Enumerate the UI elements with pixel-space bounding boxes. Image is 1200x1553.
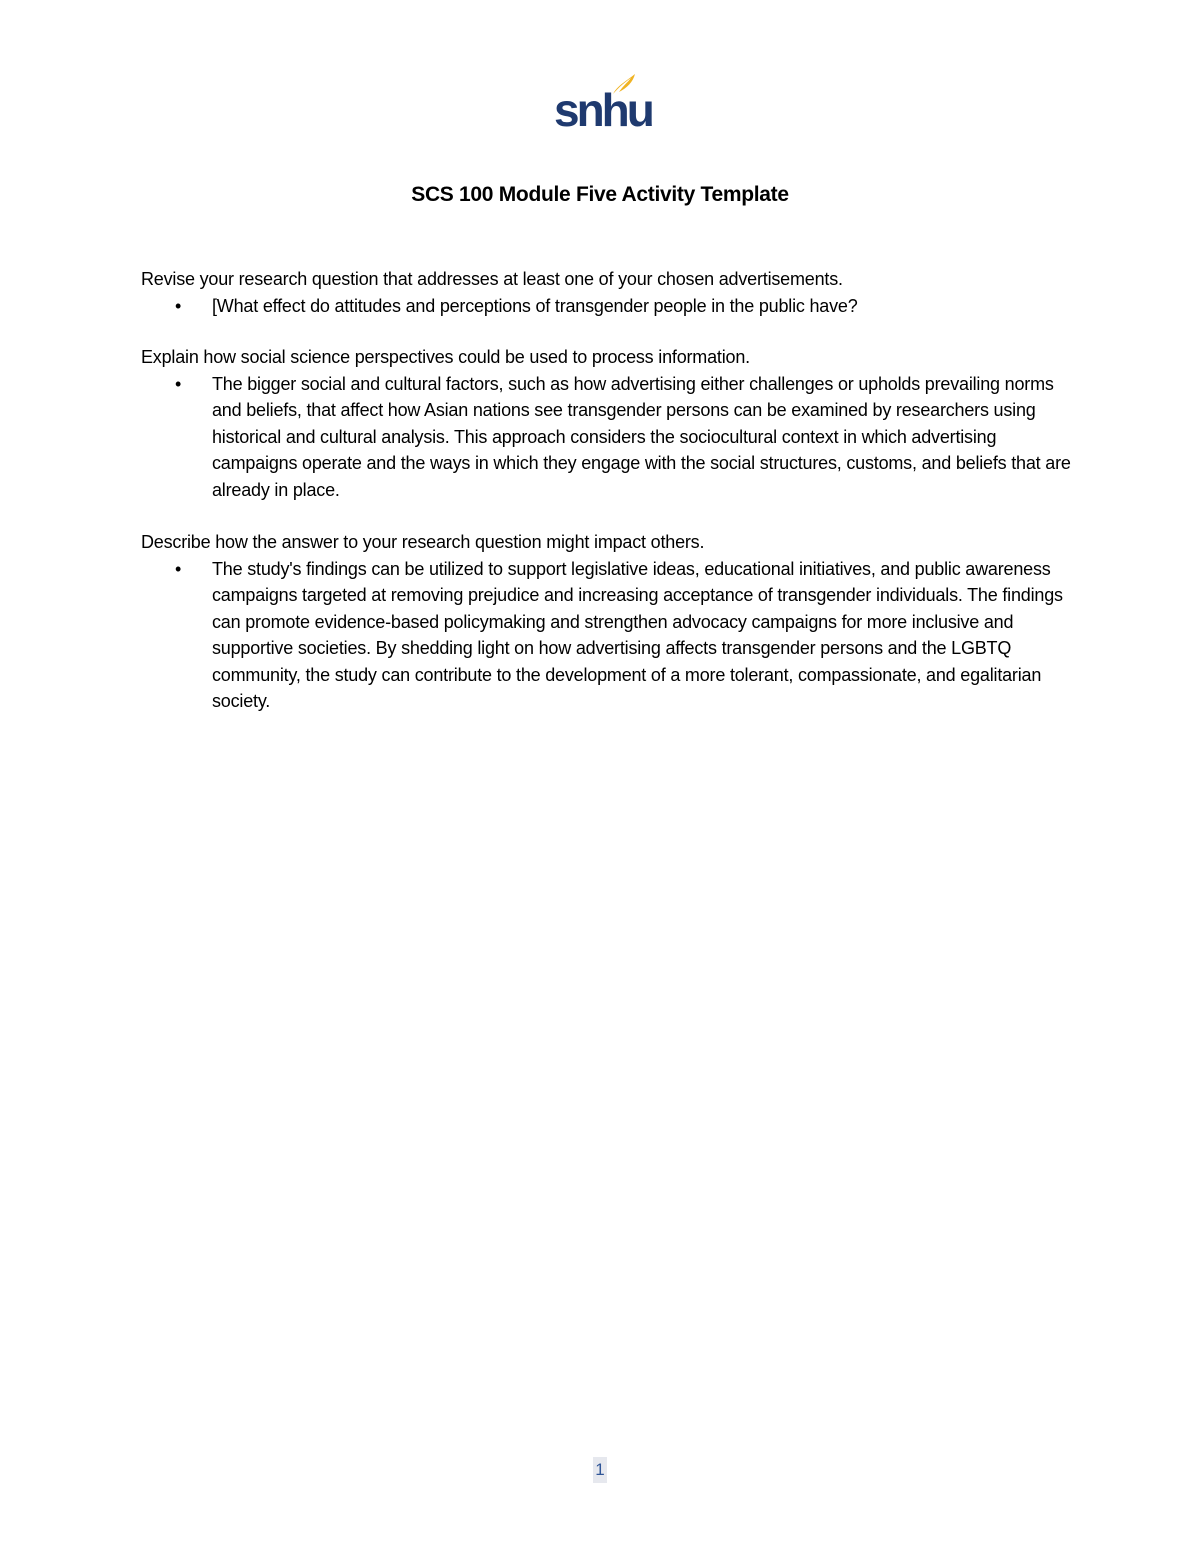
answer-bullet xyxy=(141,293,1071,320)
document-title: SCS 100 Module Five Activity Template xyxy=(411,183,789,206)
question-section-1 xyxy=(141,266,1071,319)
bullet-icon: • xyxy=(175,558,182,579)
prompt-text: Describe how the answer to your research question might impact others. xyxy=(141,532,705,552)
prompt-text: Explain how social science perspectives could be used to process information. xyxy=(141,347,750,367)
snhu-logo xyxy=(554,72,652,136)
answer-bullet xyxy=(141,556,1071,715)
question-section-3 xyxy=(141,529,1071,715)
answer-text: [What effect do attitudes and perceptions of transgender people in the public have? xyxy=(212,295,858,316)
question-section-2 xyxy=(141,344,1071,503)
prompt-text: Revise your research question that addresses at least one of your chosen advertisements. xyxy=(141,269,843,289)
bullet-icon: • xyxy=(175,295,182,316)
page-number: 1 xyxy=(593,1457,607,1483)
logo-wordmark: snhu xyxy=(554,84,652,136)
answer-text: The study's findings can be utilized to support legislative ideas, educational initiatives, and public awareness campaigns targeted at removing prejudice and increasing acceptance of transgender individuals. The findings can promote evidence-based policymaking and strengthen advocacy campaigns for more inclusive and supportive societies. By shedding light on how advertising affects transgender persons and the LGBTQ community, the study can contribute to the development of a more tolerant, compassionate, and egalitarian society. xyxy=(212,558,1063,711)
answer-bullet xyxy=(141,371,1071,504)
answer-text: The bigger social and cultural factors, such as how advertising either challenges or upholds prevailing norms and beliefs, that affect how Asian nations see transgender persons can be examined by researchers using historical and cultural analysis. This approach considers the sociocultural context in which advertising campaigns operate and the ways in which they engage with the social structures, customs, and beliefs that are already in place. xyxy=(212,373,1071,500)
bullet-icon: • xyxy=(175,373,182,394)
